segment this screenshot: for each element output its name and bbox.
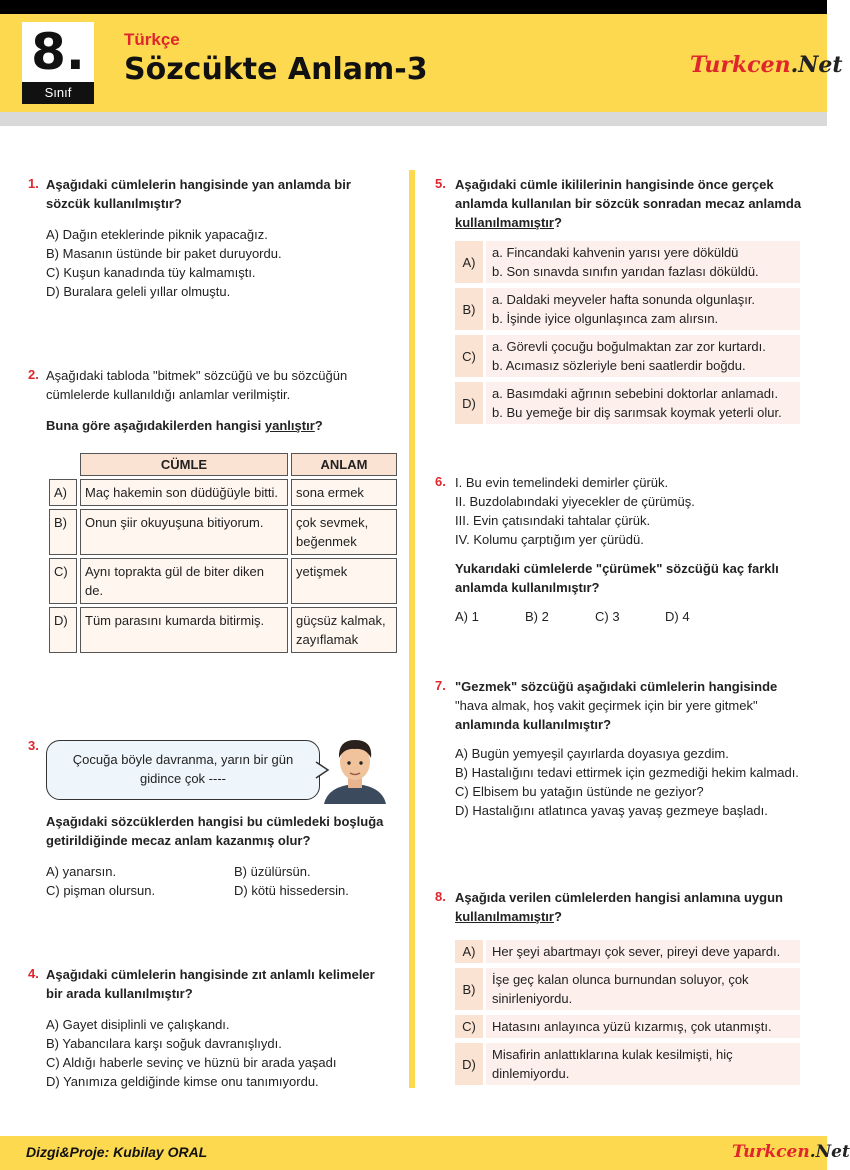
- premise-3: III. Evin çatısındaki tahtalar çürük.: [455, 513, 651, 528]
- option-d[interactable]: D) kötü hissedersin.: [234, 883, 349, 898]
- question-number: 6.: [435, 474, 446, 489]
- option-b[interactable]: [455, 968, 800, 1010]
- footer-logo: [732, 1142, 850, 1162]
- option-c[interactable]: C) pişman olursun.: [46, 883, 156, 898]
- row-label: D): [49, 607, 77, 653]
- option-c[interactable]: [455, 335, 800, 377]
- option-c[interactable]: C) 3: [595, 609, 620, 624]
- question-stem: [455, 677, 802, 734]
- question-number: 8.: [435, 889, 446, 904]
- column-divider: [409, 170, 415, 1088]
- question-7: [455, 677, 802, 820]
- stem-text: Aşağıda verilen cümlelerden hangisi anlamına uygun: [455, 890, 783, 905]
- option-b[interactable]: B) Hastalığını tedavi ettirmek için gezmediği hekim kalmadı.: [455, 765, 799, 780]
- question-number: 2.: [28, 367, 39, 382]
- premise-1: I. Bu evin temelindeki demirler çürük.: [455, 475, 669, 490]
- stem-underlined: yanlıştır: [264, 418, 315, 433]
- option-text: [486, 288, 800, 330]
- stem-end: ?: [314, 418, 323, 433]
- page-title: Sözcükte Anlam-3: [124, 52, 428, 87]
- sentence-b: b. Bu yemeğe bir diş sarımsak koymak yeterli olur.: [492, 405, 782, 420]
- question-number: 5.: [435, 176, 446, 191]
- grade-label: Sınıf: [22, 82, 94, 104]
- option-d[interactable]: D) Yanımıza geldiğinde kimse onu tanımıyordu.: [46, 1074, 319, 1089]
- question-stem: [455, 175, 802, 232]
- question-number: 7.: [435, 678, 446, 693]
- option-b[interactable]: B) Yabancılara karşı soğuk davranışlıydı.: [46, 1036, 282, 1051]
- table-row[interactable]: [49, 607, 397, 653]
- option-text: [486, 382, 800, 424]
- stem-text: Aşağıdaki cümle ikililerinin hangisinde önce gerçek anlamda kullanılan bir sözcük sonradan mecaz anlamda: [455, 177, 802, 211]
- row-label: B): [49, 509, 77, 555]
- stem-underlined: kullanılmamıştır: [455, 909, 554, 924]
- footer-credit: Dizgi&Proje: Kubilay ORAL: [26, 1144, 208, 1160]
- question-stem: Aşağıdaki sözcüklerden hangisi bu cümledeki boşluğa getirildiğinde mecaz anlam kazanmış olur?: [46, 814, 384, 848]
- option-text: İşe geç kalan olunca burnundan soluyor, çok sinirleniyordu.: [486, 968, 800, 1010]
- stem-end: ?: [553, 215, 562, 230]
- meaning-cell: yetişmek: [291, 558, 397, 604]
- sentence-cell: Tüm parasını kumarda bitirmiş.: [80, 607, 288, 653]
- question-3: [46, 812, 392, 900]
- grade-number: 8.: [31, 23, 85, 81]
- meaning-cell: güçsüz kalmak, zayıflamak: [291, 607, 397, 653]
- logo-tld: .Net: [790, 52, 843, 78]
- grade-badge: [22, 22, 94, 104]
- column-header-meaning: ANLAM: [291, 453, 397, 476]
- option-d[interactable]: [455, 1043, 800, 1085]
- brand-logo: [690, 52, 843, 78]
- option-b[interactable]: B) üzülürsün.: [234, 864, 311, 879]
- question-stem: [46, 416, 392, 435]
- option-c[interactable]: [455, 1015, 800, 1038]
- stem-end: anlamında kullanılmıştır?: [455, 717, 612, 732]
- sentence-a: a. Fincandaki kahvenin yarısı yere döküldü: [492, 245, 739, 260]
- option-a[interactable]: A) Dağın eteklerinde piknik yapacağız.: [46, 227, 268, 242]
- row-label: A): [49, 479, 77, 506]
- option-c[interactable]: C) Aldığı haberle sevinç ve hüznü bir arada yaşadı: [46, 1055, 337, 1070]
- question-1: [46, 175, 392, 301]
- option-label: C): [455, 335, 483, 377]
- question-4: [46, 965, 392, 1091]
- sentence-b: b. Son sınavda sınıfın yarıdan fazlası döküldü.: [492, 264, 759, 279]
- option-label: A): [455, 940, 483, 963]
- question-number: 3.: [28, 738, 39, 753]
- option-text: Her şeyi abartmayı çok sever, pireyi deve yapardı.: [486, 940, 800, 963]
- sentence-cell: Onun şiir okuyuşuna bitiyorum.: [80, 509, 288, 555]
- logo-text: Turkcen: [690, 52, 791, 78]
- option-d[interactable]: D) Hastalığını atlatınca yavaş yavaş gezmeye başladı.: [455, 803, 768, 818]
- option-d[interactable]: D) 4: [665, 609, 690, 624]
- sentence-cell: Aynı toprakta gül de biter diken de.: [80, 558, 288, 604]
- option-a[interactable]: [455, 241, 800, 283]
- sentence-a: a. Daldaki meyveler hafta sonunda olgunlaşır.: [492, 292, 756, 307]
- option-label: D): [455, 1043, 483, 1085]
- premise-4: IV. Kolumu çarptığım yer çürüdü.: [455, 532, 644, 547]
- question-intro: Aşağıdaki tabloda "bitmek" sözcüğü ve bu sözcüğün cümlelerde kullanıldığı anlamlar verilmiştir.: [46, 368, 348, 402]
- option-label: B): [455, 968, 483, 1010]
- option-text: Hatasını anlayınca yüzü kızarmış, çok utanmıştı.: [486, 1015, 800, 1038]
- question-stem: Aşağıdaki cümlelerin hangisinde zıt anlamlı kelimeler bir arada kullanılmıştır?: [46, 967, 375, 1001]
- sentence-a: a. Görevli çocuğu boğulmaktan zar zor kurtardı.: [492, 339, 766, 354]
- question-stem: Yukarıdaki cümlelerde "çürümek" sözcüğü kaç farklı anlamda kullanılmıştır?: [455, 561, 779, 595]
- header-divider: [0, 112, 827, 126]
- column-header-sentence: CÜMLE: [80, 453, 288, 476]
- table-row[interactable]: [49, 558, 397, 604]
- option-d[interactable]: D) Buralara geleli yıllar olmuştu.: [46, 284, 231, 299]
- option-label: D): [455, 382, 483, 424]
- option-c[interactable]: C) Kuşun kanadında tüy kalmamıştı.: [46, 265, 256, 280]
- question-6: [455, 473, 802, 626]
- premise-2: II. Buzdolabındaki yiyecekler de çürümüş.: [455, 494, 695, 509]
- footer-band: [0, 1136, 827, 1170]
- sentence-b: b. İşinde iyice olgunlaşınca zam alırsın.: [492, 311, 719, 326]
- option-c[interactable]: C) Elbisem bu yatağın üstünde ne geziyor?: [455, 784, 704, 799]
- option-label: B): [455, 288, 483, 330]
- boy-avatar-icon: [322, 734, 388, 804]
- sentence-a: a. Basımdaki ağrının sebebini doktorlar anlamadı.: [492, 386, 779, 401]
- subject-label: Türkçe: [124, 30, 180, 49]
- meaning-cell: sona ermek: [291, 479, 397, 506]
- option-a[interactable]: [455, 940, 800, 963]
- question-5: [455, 175, 802, 232]
- question-2: [46, 366, 392, 435]
- option-a[interactable]: A) yanarsın.: [46, 864, 117, 879]
- option-label: A): [455, 241, 483, 283]
- table-row[interactable]: [49, 479, 397, 506]
- option-a[interactable]: A) Bugün yemyeşil çayırlarda doyasıya gezdim.: [455, 746, 729, 761]
- logo-text: Turkcen: [732, 1142, 810, 1162]
- speech-bubble: [46, 740, 320, 800]
- question-stem: [455, 888, 802, 926]
- question-stem: Aşağıdaki cümlelerin hangisinde yan anlamda bir sözcük kullanılmıştır?: [46, 177, 351, 211]
- question-number: 4.: [28, 966, 39, 981]
- option-text: [486, 335, 800, 377]
- stem-underlined: kullanılmamıştır: [455, 215, 554, 230]
- stem-end: ?: [553, 909, 562, 924]
- option-d[interactable]: [455, 382, 800, 424]
- sentence-cell: Maç hakemin son düdüğüyle bitti.: [80, 479, 288, 506]
- table-corner: [49, 453, 77, 476]
- question-number: 1.: [28, 176, 39, 191]
- logo-tld: .Net: [809, 1142, 850, 1162]
- option-b[interactable]: B) Masanın üstünde bir paket duruyordu.: [46, 246, 282, 261]
- stem-word: "Gezmek": [455, 679, 518, 694]
- option-a[interactable]: A) Gayet disiplinli ve çalışkandı.: [46, 1017, 230, 1032]
- option-b[interactable]: B) 2: [525, 609, 549, 624]
- option-b[interactable]: [455, 288, 800, 330]
- row-label: C): [49, 558, 77, 604]
- question-8: [455, 888, 802, 926]
- bubble-text: Çocuğa böyle davranma, yarın bir gün gidince çok ----: [72, 752, 294, 786]
- table-row[interactable]: [49, 509, 397, 555]
- top-bar: [0, 0, 827, 14]
- meaning-cell: çok sevmek, beğenmek: [291, 509, 397, 555]
- sentence-b: b. Acımasız sözleriyle beni saatlerdir boğdu.: [492, 358, 746, 373]
- option-label: C): [455, 1015, 483, 1038]
- option-a[interactable]: A) 1: [455, 609, 479, 624]
- stem-quote: "hava almak, hoş vakit geçirmek için bir yere gitmek": [455, 698, 758, 713]
- option-text: Misafirin anlattıklarına kulak kesilmişti, hiç dinlemiyordu.: [486, 1043, 800, 1085]
- stem-text: Buna göre aşağıdakilerden hangisi: [46, 418, 265, 433]
- option-text: [486, 241, 800, 283]
- meaning-table: [46, 450, 400, 656]
- stem-text: sözcüğü aşağıdaki cümlelerin hangisinde: [517, 679, 778, 694]
